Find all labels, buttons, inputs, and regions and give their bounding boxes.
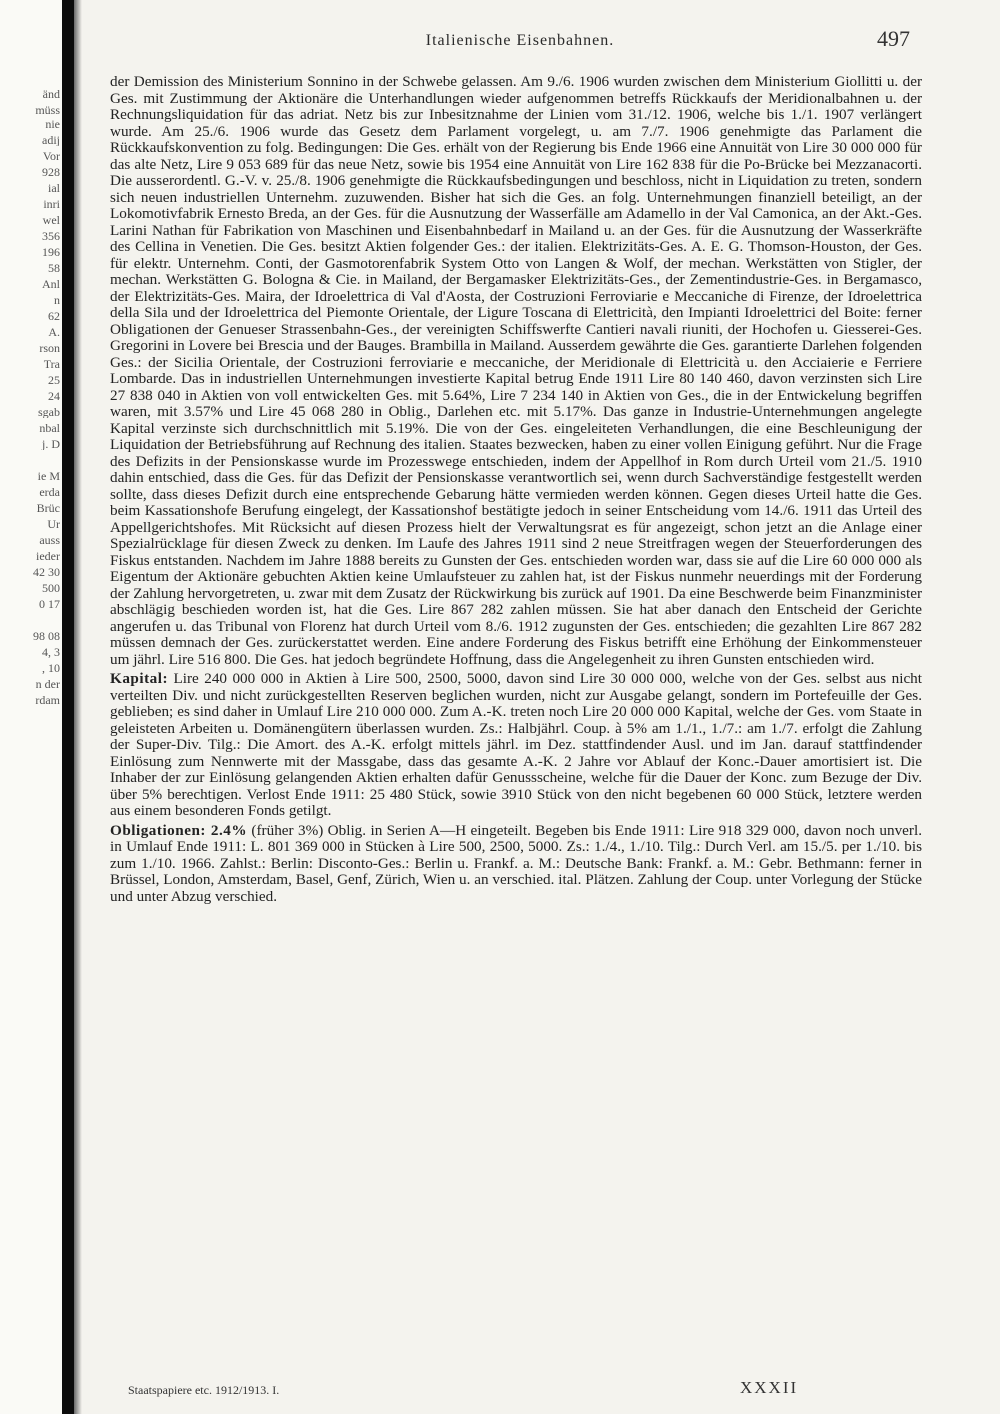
book-spine-shadow — [62, 0, 74, 1414]
page-header — [100, 26, 940, 52]
obligationen-heading: Obligationen: 2.4% — [110, 821, 248, 839]
margin-fragment: Tra — [43, 358, 60, 370]
margin-fragment: 58 — [48, 262, 60, 274]
margin-fragment: nbal — [39, 422, 60, 434]
margin-fragment: 42 30 — [33, 566, 60, 578]
margin-fragment: müss — [35, 104, 60, 116]
kapital-heading: Kapital: — [110, 670, 169, 687]
margin-fragment: wel — [42, 214, 60, 226]
margin-fragment: n der — [35, 678, 60, 690]
page-number: 497 — [877, 26, 910, 51]
margin-fragment: 4, 3 — [42, 646, 60, 658]
margin-fragment: n — [54, 294, 60, 306]
margin-fragment: A. — [48, 326, 60, 338]
margin-fragment: Vor — [42, 150, 60, 162]
margin-fragment: 98 08 — [33, 630, 60, 642]
kapital-section — [110, 671, 922, 820]
margin-fragment: rson — [39, 342, 60, 354]
footer-signature: Staatspapiere etc. 1912/1913. I. — [128, 1383, 280, 1397]
margin-fragment: inri — [43, 198, 60, 210]
margin-fragment: 196 — [42, 246, 60, 258]
margin-fragment: j. D — [42, 438, 60, 450]
main-paragraph: der Demission des Ministerium Sonnino in der Schwebe gelassen. Am 9./6. 1906 wurden zwischen dem Ministerium Giollitti u. der Ges. mit Zustimmung der Aktionäre die Unterhandlungen wieder aufgenommen betreffs Rückkaufs der Meridionalbahnen u. der Rechnungsliquidation für das adriat. Netz bis zur Inbesitznahme der Linien vom 31./12. 1906, welche bis 1./1. 1907 verlängert wurde. Am 25./6. 1906 wurde das Gesetz dem Parlament vorgelegt, u. am 7./7. 1906 genehmigte das Parlament die Rückkaufskonvention zu folg. Bedingungen: Die Ges. erhält von der Regierung bis Ende 1966 eine Annuität von Lire 30 000 000 für das alte Netz, Lire 9 053 689 für das neue Netz, sowie bis 1954 eine Annuität von Lire 162 838 für die Po-Brücke bei Mezzanacorti. Die ausserordentl. G.-V. v. 25./8. 1906 genehmigte die Rückkaufsbedingungen und beschloss, nicht in Liquidation zu treten, sondern sich neuen industriellen Unternehm. zuzuwenden. Bisher hat sich die Ges. an folg. Unternehmungen finanziell beteiligt, an der Lokomotivfabrik Ernesto Breda, an der Ges. für die Ausnutzung der Wasserfälle am Adamello in der Val Camonica, an der Akt.-Ges. Larini Nathan für Fabrikation von Maschinen und Eisenbahnbedarf in Mailand u. an der Ges. für die Ausnutzung der Wasserkräfte des Cellina in Venetien. Die Ges. besitzt Aktien folgender Ges.: der italien. Elektrizitäts-Ges. A. E. G. Thomson-Houston, der Ges. für elektr. Unternehm. Conti, der Gasmotorenfabrik System Otto von Langen & Wolf, der mechan. Werkstätten von Stigler, der mechan. Werkstätten G. Bologna & Cie. in Mailand, der Bergamasker Elektrizitäts-Ges., der Zementindustrie-Ges. in Bergamasco, der Elektrizitäts-Ges. Maira, der Idroelettrica di Val d'Aosta, der Costruzioni Ferroviarie e Meccaniche di Firenze, der Idroelettrica della Sila und der Idroelettrica del Piemonte Orientale, der Ligure Toscana di Elettricità, den Impianti Idroelettrici del Boite: ferner Obligationen der Genueser Strassenbahn-Ges., der vereinigten Schiffswerfte Cantieri navali riuniti, der Hochofen u. Giesserei-Ges. Gregorini in Lovere bei Brescia und der Bauges. Brambilla in Mailand. Ausserdem gewährte die Ges. garantierte Darlehen folgenden Ges.: der Sicilia Orientale, der Costruzioni ferroviarie e meccaniche, der Meridionale di Elettricità u. den Acciaierie e Ferriere Lombarde. Das in industriellen Unternehmungen investierte Kapital betrug Ende 1911 Lire 80 140 460, davon verzinsten sich Lire 27 838 040 in Aktien von voll entwickelten Ges. mit 5.64%, Lire 7 234 140 in Aktien von Ges., die in der Entwickelung begriffen waren, mit 3.57% und Lire 45 068 280 in Oblig., Darlehen etc. mit 5.17%. Das ganze in Industrie-Unternehmungen angelegte Kapital verzinste sich durchschnittlich mit 5.19%. Die von der Ges. eingeleiteten Verhandlungen, die eine Beschleunigung der Liquidation der Betriebsführung auf Rechnung des italien. Staates bezwecken, haben zu einer vollen Einigung geführt. Nur die Frage des Defizits in der Pensionskasse wurde im Prozesswege entschieden, indem der Appellhof in Rom durch Urteil vom 21./5. 1910 dahin entschied, dass die Ges. für das Defizit der Pensionskasse verantwortlich sei, wenn durch Sachverständige festgestellt werden sollte, dass dieses Defizit durch eine entsprechende Gebarung hätte vermieden werden können. Gegen dieses Urteil hatte die Ges. beim Kassationshofe Berufung eingelegt, der Kassationshof bestätigte jedoch in seiner Entscheidung vom 14./6. 1911 das Urteil des Appellgerichtshofes. Mit Rücksicht auf diesen Prozess hielt der Verwaltungsrat es für angezeigt, schon jetzt an die Anlage einer Spezialrücklage für diesen Zweck zu denken. Im Laufe des Jahres 1911 sind 2 neue Streitfragen wegen der Steuerforderungen des Fiskus entstanden. Nachdem im Jahre 1888 bereits zu Gunsten der Ges. entschieden worden war, dass sie auf die Lire 60 000 000 als Eigentum der Aktionäre gebuchten Aktien keine Umlaufsteuer zu zahlen hat, ist der Fiskus nunmehr neuerdings mit der Forderung der Zahlung hervorgetreten, u. zwar mit dem Zusatz der Rückwirkung bis zurück auf 1901. Da eine Beschwerde beim Finanzminister abschlägig beschieden worden ist, hat die Ges. Lire 867 282 zahlen müssen. Sie hat aber danach den Entscheid der Gerichte angerufen u. das Tribunal von Florenz hat durch Urteil vom 8./6. 1912 zugunsten der Ges. entschieden; die gezahlten Lire 867 282 müssen demnach der Ges. zurückerstattet werden. Eine andere Forderung des Fiskus betrifft eine Erhöhung der Einkommensteuer um jährl. Lire 516 800. Die Ges. hat jedoch begründete Hoffnung, dass die Angelegenheit zu ihren Gunsten entschieden wird. — [110, 73, 922, 668]
margin-fragment: rdam — [35, 694, 60, 706]
margin-fragment: Anl — [42, 278, 60, 290]
obligationen-text: (früher 3%) Oblig. in Serien A—H eingeteilt. Begeben bis Ende 1911: Lire 918 329 000, davon noch unverl. in Umlauf Ende 1911: L. 801 369 000 in Stücken à Lire 500, 2500, 5000. Zs.: 1./4., 1./10. Tilg.: Durch Verl. am 15./5. per 1./10. bis zum 1./10. 1966. Zahlst.: Berlin: Disconto-Ges.: Berlin u. Frankf. a. M.: Deutsche Bank: Frankf. a. M.: Gebr. Bethmann: ferner in Brüssel, London, Amsterdam, Basel, Genf, Zürich, Wien u. an verschied. ital. Plätzen. Zahlung der Coup. unter Vorlegung der Stücke und unter Abzug verschied. — [110, 821, 922, 905]
adjacent-page-margin — [0, 0, 62, 1414]
obligationen-section — [110, 823, 922, 906]
margin-fragment: 928 — [42, 166, 60, 178]
margin-fragment: auss — [39, 534, 60, 546]
margin-fragment: 0 17 — [39, 598, 60, 610]
main-text-column — [110, 74, 922, 905]
margin-fragment: Ur — [47, 518, 60, 530]
kapital-text: Lire 240 000 000 in Aktien à Lire 500, 2500, 5000, davon sind Lire 30 000 000, welche von der Ges. selbst aus nicht verteilten Div. und nicht zurückgestellten Reserven beglichen wurden, nicht zur Ausgabe gelangt, sondern im Portefeuille der Ges. geblieben; es sind daher in Umlauf Lire 210 000 000. Zum A.-K. treten noch Lire 20 000 000 Kapital, welche der Ges. vom Staate in geleisteten Arbeiten u. Domänengütern überlassen wurden. Zs.: Halbjährl. Coup. à 5% am 1./1., 1./7.: am 1./7. erfolgt die Zahlung der Super-Div. Tilg.: Die Amort. des A.-K. erfolgt mittels jährl. im Dez. stattfindender Ausl. und im Jan. darauf stattfindender Einlösung zum Nennwerte mit der Massgabe, dass das gesamte A.-K. 2 Jahre vor Ablauf der Konc.-Dauer amortisiert ist. Die Inhaber der zur Einlösung gelangenden Aktien erhalten dafür Genussscheine, welche für die Dauer der Konc. zum Bezuge der Div. über 5% berechtigen. Verlost Ende 1911: 25 480 Stück, sowie 3910 Stück von den nicht begebenen 60 000 Stück, letztere werden aus einem besonderen Fonds getilgt. — [110, 670, 922, 819]
gutter-gradient — [74, 0, 82, 1414]
margin-fragment: adij — [42, 134, 60, 146]
margin-fragment: 356 — [42, 230, 60, 242]
margin-fragment: 62 — [48, 310, 60, 322]
margin-fragment: , 10 — [42, 662, 60, 674]
margin-fragment: änd — [42, 88, 60, 100]
margin-fragment: Brüc — [36, 502, 60, 514]
margin-fragment: ial — [48, 182, 60, 194]
margin-fragment: erda — [39, 486, 60, 498]
footer-sheet-number: XXXII — [740, 1378, 799, 1397]
margin-fragment: nie — [45, 118, 60, 130]
running-title: Italienische Eisenbahnen. — [425, 32, 615, 49]
margin-fragment: ieder — [36, 550, 60, 562]
margin-fragment: 500 — [42, 582, 60, 594]
margin-fragment: sgab — [38, 406, 60, 418]
margin-fragment: ie M — [37, 470, 60, 482]
margin-fragment: 24 — [48, 390, 60, 402]
margin-fragment: 25 — [48, 374, 60, 386]
